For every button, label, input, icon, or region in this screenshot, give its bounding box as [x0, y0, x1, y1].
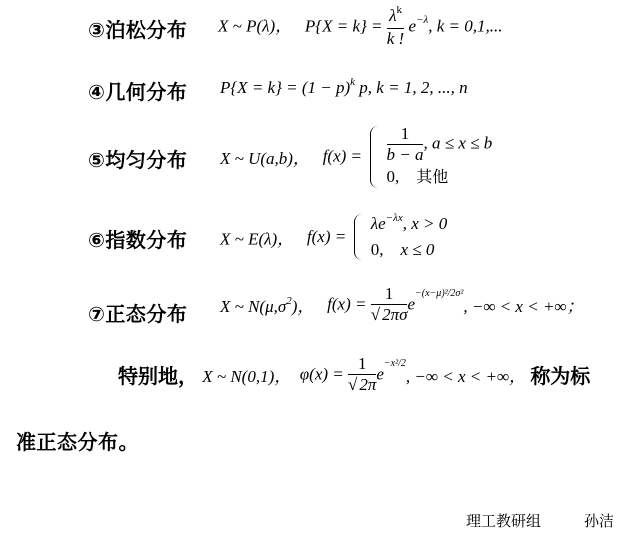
uniform-dist: X ~ U(a,b)，: [220, 149, 310, 168]
exp-case2-val: 0,: [370, 240, 384, 259]
formula-normal: [220, 284, 584, 325]
poisson-dist: X ~ P(λ)，: [218, 16, 293, 36]
geometric-range: p, k = 1, 2, ..., n: [355, 78, 468, 97]
poisson-e-exp: −λ: [416, 14, 429, 27]
special-lhs: φ(x) =: [299, 364, 344, 384]
special-den: 2π: [359, 375, 377, 394]
uniform-cases: [387, 124, 493, 189]
formula-poisson: [218, 6, 503, 49]
poisson-den: k !: [386, 29, 405, 48]
exp-case1-exp: −λx: [385, 212, 403, 224]
poisson-range: , k = 0,1,...: [428, 16, 503, 36]
exp-brace: [354, 214, 363, 260]
heading-exponential: ⑥指数分布: [88, 228, 188, 252]
special-range: , −∞ < x < +∞，: [405, 367, 527, 386]
signature-author: 孙洁: [584, 512, 615, 530]
uniform-case2-cond: 其他: [416, 167, 449, 186]
normal-dist: X ~ $N(\mu,\sigma^2)$，: [220, 295, 315, 316]
normal-range: , −∞ < x < +∞；: [463, 297, 584, 316]
continuation-text: 准正态分布。: [16, 430, 139, 454]
exp-cases: [371, 212, 448, 262]
special-dist: X ~ N(0,1)，: [202, 367, 292, 386]
uniform-den: b − a: [386, 145, 424, 164]
poisson-fraction: [387, 6, 404, 49]
exp-case1-cond: , x > 0: [402, 214, 448, 233]
special-exp: −x²/2: [383, 358, 406, 370]
normal-e: e: [407, 294, 416, 314]
uniform-case1: , a ≤ x ≤ b: [423, 133, 493, 153]
special-intro: 特别地，: [118, 364, 198, 388]
exp-lhs: f(x) =: [306, 227, 347, 246]
poisson-num-exp: k: [396, 4, 402, 16]
normal-dist-exp: 2: [286, 295, 292, 307]
heading-geometric: ④几何分布: [88, 80, 188, 104]
signature-dept: 理工教研组: [466, 512, 542, 530]
poisson-pmf-lhs: P{X = k} =: [304, 16, 387, 36]
uniform-brace: [370, 126, 379, 188]
normal-den: 2πσ: [382, 305, 408, 324]
special-tail: 称为标: [530, 364, 591, 388]
formula-uniform: [220, 124, 492, 189]
special-num: 1: [348, 354, 376, 375]
geometric-pmf: P{X = k} = (1 − p): [220, 78, 351, 97]
formula-standard-normal: [118, 354, 590, 395]
special-fraction: $\frac{1}{√ 2\pi}$: [348, 354, 377, 394]
heading-poisson: ③泊松分布: [88, 18, 188, 42]
formula-exponential: [220, 212, 447, 262]
uniform-num: 1: [387, 124, 424, 145]
exp-case1-val: λe: [370, 214, 386, 233]
poisson-num: λ: [389, 6, 397, 25]
poisson-e: e: [408, 16, 417, 36]
normal-num: 1: [371, 284, 408, 305]
uniform-lhs: f(x) =: [322, 146, 362, 166]
normal-exp: −(x−μ)²/2σ²: [415, 288, 464, 300]
uniform-case2-val: 0,: [386, 167, 400, 186]
heading-normal: ⑦正态分布: [88, 302, 188, 326]
normal-lhs: f(x) =: [327, 294, 367, 314]
normal-fraction: $\frac{1}{√ 2\pi\sigma}$: [370, 284, 408, 324]
heading-uniform: ⑤均匀分布: [88, 148, 188, 172]
exp-case2-cond: x ≤ 0: [400, 240, 435, 259]
exp-dist: X ~ E(λ)，: [220, 229, 295, 249]
geometric-exp: k: [350, 76, 356, 88]
special-e: e: [376, 364, 384, 384]
formula-geometric: [220, 78, 468, 98]
